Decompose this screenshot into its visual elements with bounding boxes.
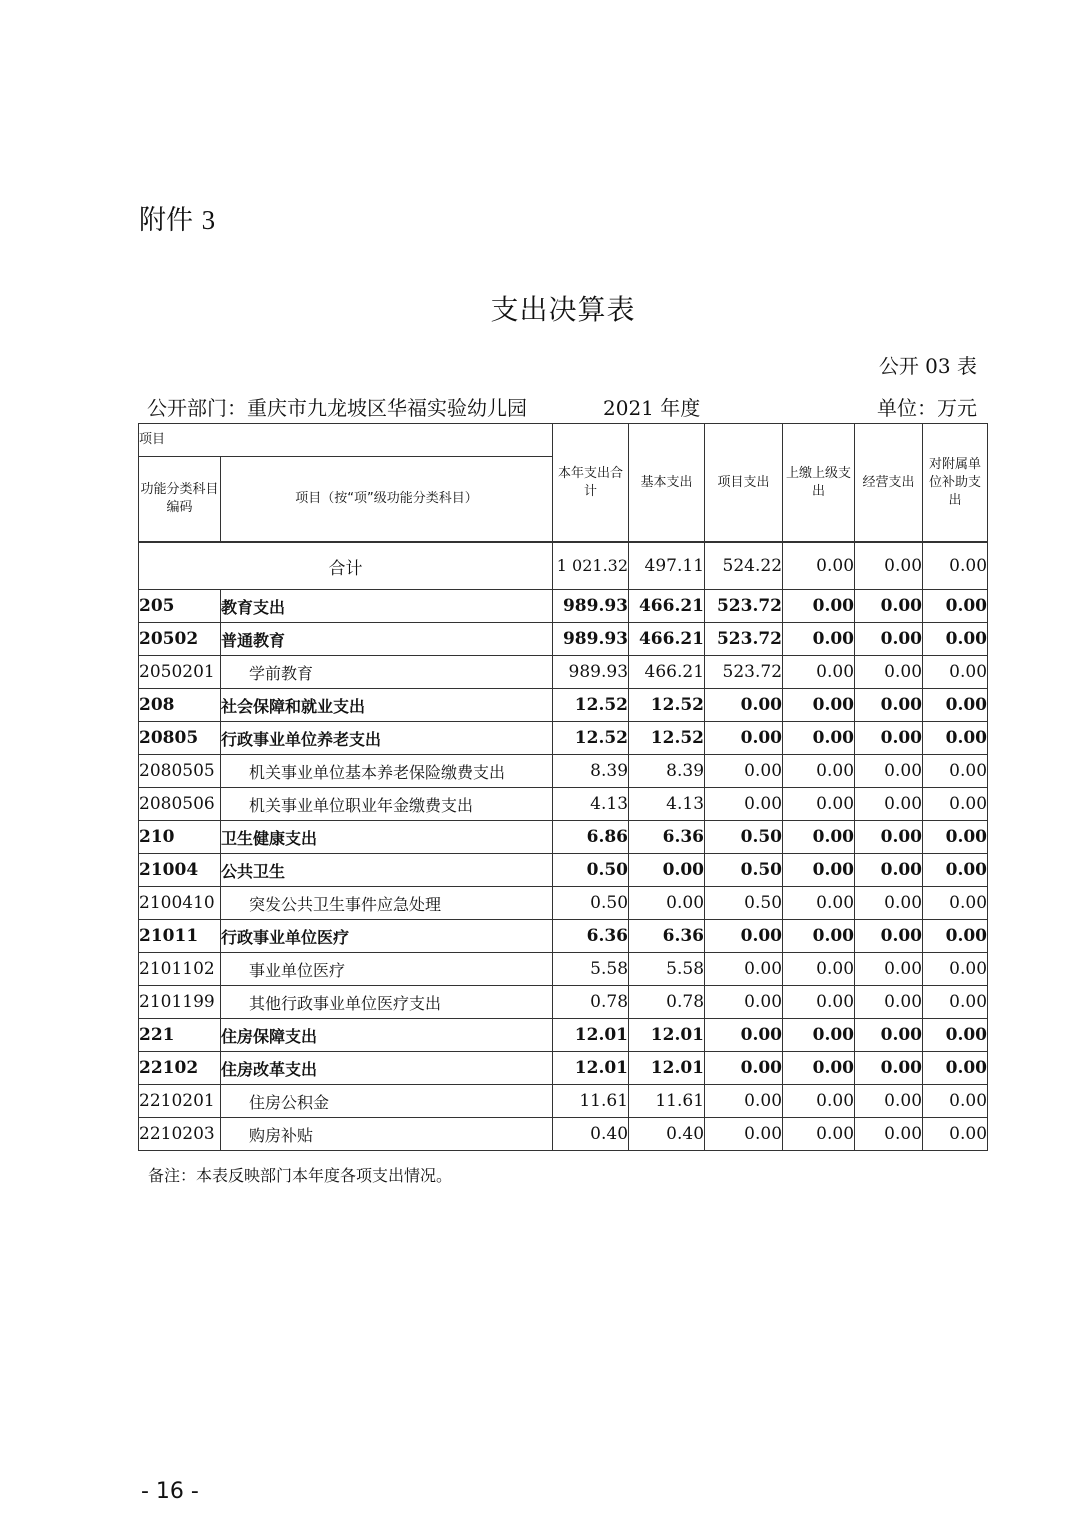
row-value: 0.00 [783, 656, 855, 689]
row-value: 0.00 [783, 1118, 855, 1151]
row-value: 11.61 [629, 1085, 705, 1118]
row-value: 0.00 [923, 689, 988, 722]
row-value: 0.00 [855, 623, 923, 656]
row-value: 0.00 [783, 623, 855, 656]
row-value: 0.00 [705, 1085, 783, 1118]
row-value: 0.78 [629, 986, 705, 1019]
row-code: 2050201 [139, 656, 221, 689]
row-name: 社会保障和就业支出 [221, 689, 553, 722]
department-label: 公开部门：重庆市九龙坡区华福实验幼儿园 [147, 396, 527, 420]
row-value: 0.00 [705, 722, 783, 755]
total-row [139, 543, 988, 590]
row-value: 0.50 [553, 887, 629, 920]
row-code: 210 [139, 821, 221, 854]
row-value: 0.00 [705, 1118, 783, 1151]
attachment-prefix: 附件 [139, 205, 193, 236]
row-value: 0.00 [855, 722, 923, 755]
row-name: 机关事业单位基本养老保险缴费支出 [221, 755, 553, 788]
page-number: - 16 - [141, 1479, 199, 1504]
row-value: 8.39 [629, 755, 705, 788]
header-col-project: 项目支出 [705, 424, 783, 542]
row-code: 208 [139, 689, 221, 722]
table-row [139, 1118, 988, 1151]
table-row [139, 887, 988, 920]
header-col-business: 经营支出 [855, 424, 923, 542]
row-value: 0.00 [855, 755, 923, 788]
total-value: 524.22 [705, 543, 783, 590]
row-value: 0.00 [783, 854, 855, 887]
row-code: 2080505 [139, 755, 221, 788]
row-value: 5.58 [553, 953, 629, 986]
row-name: 教育支出 [221, 590, 553, 623]
table-row [139, 1019, 988, 1052]
row-value: 466.21 [629, 623, 705, 656]
row-value: 0.00 [855, 1052, 923, 1085]
row-value: 12.52 [629, 722, 705, 755]
row-value: 4.13 [553, 788, 629, 821]
row-value: 0.00 [783, 920, 855, 953]
row-value: 0.00 [783, 788, 855, 821]
row-value: 0.00 [923, 854, 988, 887]
row-value: 12.52 [553, 689, 629, 722]
row-value: 6.86 [553, 821, 629, 854]
row-value: 12.01 [629, 1052, 705, 1085]
row-value: 12.01 [553, 1019, 629, 1052]
row-name: 住房公积金 [221, 1085, 553, 1118]
row-value: 0.40 [553, 1118, 629, 1151]
row-value: 0.00 [923, 953, 988, 986]
header-col-total: 本年支出合计 [553, 424, 629, 542]
total-value: 0.00 [855, 543, 923, 590]
row-code: 221 [139, 1019, 221, 1052]
attachment-label [139, 198, 215, 237]
table-note: 备注：本表反映部门本年度各项支出情况。 [148, 1166, 453, 1185]
row-value: 989.93 [553, 623, 629, 656]
table-row [139, 986, 988, 1019]
header-col-remit: 上缴上级支出 [783, 424, 855, 542]
row-value: 0.00 [783, 1019, 855, 1052]
row-value: 0.00 [923, 590, 988, 623]
row-value: 4.13 [629, 788, 705, 821]
row-code: 21011 [139, 920, 221, 953]
row-value: 0.00 [705, 986, 783, 1019]
row-value: 0.00 [855, 656, 923, 689]
header-name: 项目（按“项”级功能分类科目） [221, 457, 553, 542]
table-row [139, 854, 988, 887]
row-value: 0.00 [705, 953, 783, 986]
table-row [139, 689, 988, 722]
row-value: 8.39 [553, 755, 629, 788]
row-name: 行政事业单位医疗 [221, 920, 553, 953]
form-number: 公开 03 表 [878, 354, 977, 378]
row-value: 0.00 [783, 689, 855, 722]
row-value: 0.00 [923, 1019, 988, 1052]
attachment-number: 3 [201, 205, 216, 235]
expenditure-table [138, 423, 988, 1151]
row-value: 0.00 [855, 986, 923, 1019]
row-name: 学前教育 [221, 656, 553, 689]
row-code: 205 [139, 590, 221, 623]
row-value: 523.72 [705, 623, 783, 656]
row-value: 0.00 [923, 755, 988, 788]
row-value: 0.00 [783, 722, 855, 755]
row-name: 公共卫生 [221, 854, 553, 887]
total-value: 0.00 [783, 543, 855, 590]
row-name: 机关事业单位职业年金缴费支出 [221, 788, 553, 821]
table-row [139, 1052, 988, 1085]
row-value: 0.00 [705, 689, 783, 722]
row-value: 989.93 [553, 656, 629, 689]
row-value: 0.00 [855, 920, 923, 953]
row-value: 0.00 [855, 590, 923, 623]
row-value: 0.00 [783, 755, 855, 788]
table-row [139, 623, 988, 656]
row-value: 466.21 [629, 590, 705, 623]
row-value: 0.00 [855, 1118, 923, 1151]
row-name: 购房补贴 [221, 1118, 553, 1151]
row-value: 12.52 [553, 722, 629, 755]
table-row [139, 590, 988, 623]
row-value: 6.36 [629, 920, 705, 953]
table-row [139, 1085, 988, 1118]
row-value: 0.00 [783, 887, 855, 920]
page-title: 支出决算表 [490, 293, 636, 326]
row-name: 其他行政事业单位医疗支出 [221, 986, 553, 1019]
row-value: 0.00 [629, 854, 705, 887]
header-col-basic: 基本支出 [629, 424, 705, 542]
row-name: 住房保障支出 [221, 1019, 553, 1052]
row-value: 0.78 [553, 986, 629, 1019]
table-row [139, 755, 988, 788]
row-value: 0.00 [629, 887, 705, 920]
row-value: 0.00 [783, 1085, 855, 1118]
row-value: 0.00 [923, 1052, 988, 1085]
header-col-subsidy: 对附属单位补助支出 [923, 424, 988, 542]
row-value: 523.72 [705, 590, 783, 623]
row-code: 2101199 [139, 986, 221, 1019]
row-value: 0.00 [705, 788, 783, 821]
row-value: 0.00 [923, 623, 988, 656]
row-code: 22102 [139, 1052, 221, 1085]
row-value: 0.00 [783, 986, 855, 1019]
row-value: 0.00 [923, 887, 988, 920]
row-value: 6.36 [629, 821, 705, 854]
row-value: 0.00 [855, 1019, 923, 1052]
row-name: 普通教育 [221, 623, 553, 656]
row-value: 0.00 [855, 887, 923, 920]
row-code: 2080506 [139, 788, 221, 821]
row-value: 11.61 [553, 1085, 629, 1118]
table-row [139, 656, 988, 689]
row-code: 20502 [139, 623, 221, 656]
row-value: 523.72 [705, 656, 783, 689]
row-value: 0.50 [553, 854, 629, 887]
row-code: 2100410 [139, 887, 221, 920]
row-value: 0.00 [783, 1052, 855, 1085]
row-name: 突发公共卫生事件应急处理 [221, 887, 553, 920]
row-value: 0.00 [855, 821, 923, 854]
row-value: 0.00 [783, 953, 855, 986]
table-row [139, 722, 988, 755]
row-value: 0.50 [705, 887, 783, 920]
row-value: 0.00 [855, 689, 923, 722]
row-name: 住房改革支出 [221, 1052, 553, 1085]
row-value: 0.00 [923, 1118, 988, 1151]
row-name: 事业单位医疗 [221, 953, 553, 986]
row-value: 0.00 [923, 722, 988, 755]
table-row [139, 821, 988, 854]
header-code: 功能分类科目编码 [139, 457, 221, 542]
row-value: 0.00 [855, 1085, 923, 1118]
total-label: 合计 [139, 543, 553, 590]
row-value: 6.36 [553, 920, 629, 953]
unit-label: 单位：万元 [877, 396, 977, 420]
row-value: 12.01 [629, 1019, 705, 1052]
row-code: 20805 [139, 722, 221, 755]
row-value: 0.00 [855, 788, 923, 821]
row-name: 卫生健康支出 [221, 821, 553, 854]
row-value: 12.52 [629, 689, 705, 722]
row-value: 5.58 [629, 953, 705, 986]
table-row [139, 953, 988, 986]
row-value: 989.93 [553, 590, 629, 623]
row-value: 466.21 [629, 656, 705, 689]
row-value: 0.50 [705, 821, 783, 854]
total-value: 1 021.32 [553, 543, 629, 590]
row-value: 0.00 [705, 920, 783, 953]
row-value: 0.00 [783, 590, 855, 623]
row-value: 0.00 [705, 755, 783, 788]
row-value: 0.00 [855, 953, 923, 986]
total-value: 497.11 [629, 543, 705, 590]
row-value: 0.00 [923, 788, 988, 821]
row-value: 0.00 [705, 1052, 783, 1085]
table-row [139, 788, 988, 821]
row-value: 0.50 [705, 854, 783, 887]
row-code: 2210201 [139, 1085, 221, 1118]
row-value: 0.00 [705, 1019, 783, 1052]
fiscal-year: 2021 年度 [603, 396, 701, 420]
row-value: 0.00 [923, 920, 988, 953]
row-code: 2210203 [139, 1118, 221, 1151]
row-value: 0.00 [923, 656, 988, 689]
row-value: 0.00 [783, 821, 855, 854]
row-name: 行政事业单位养老支出 [221, 722, 553, 755]
row-value: 0.40 [629, 1118, 705, 1151]
row-value: 12.01 [553, 1052, 629, 1085]
total-value: 0.00 [923, 543, 988, 590]
row-value: 0.00 [855, 854, 923, 887]
row-code: 21004 [139, 854, 221, 887]
header-project: 项目 [139, 424, 553, 457]
table-row [139, 920, 988, 953]
row-value: 0.00 [923, 821, 988, 854]
row-value: 0.00 [923, 1085, 988, 1118]
row-value: 0.00 [923, 986, 988, 1019]
row-code: 2101102 [139, 953, 221, 986]
